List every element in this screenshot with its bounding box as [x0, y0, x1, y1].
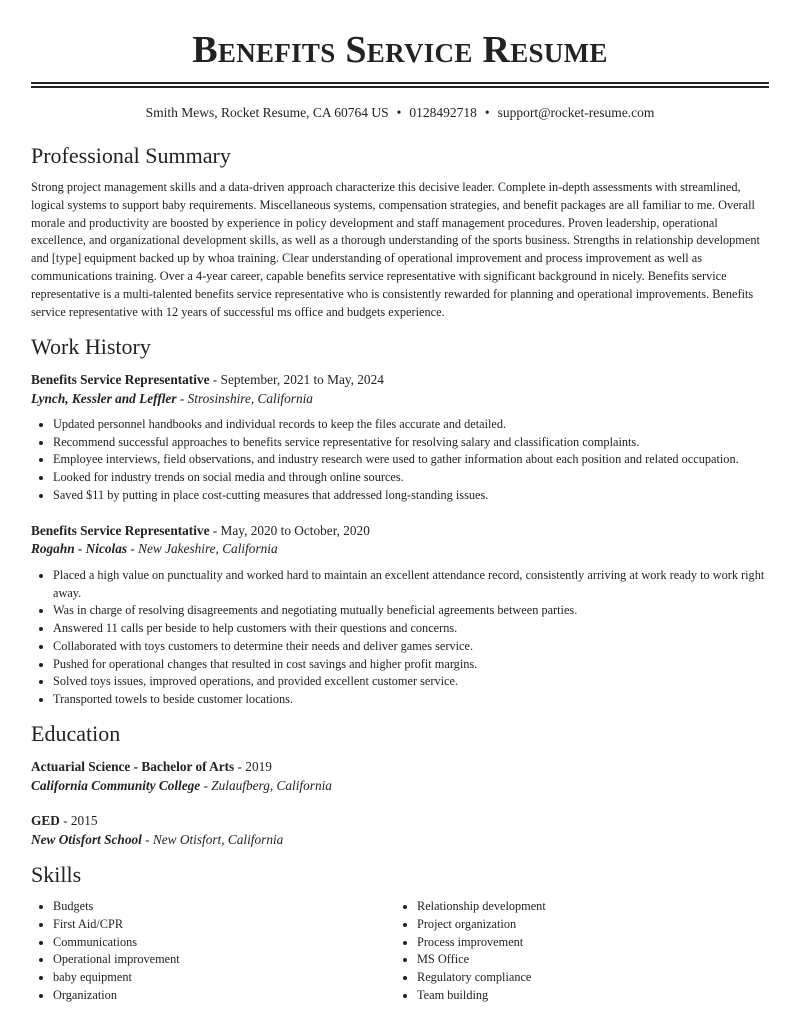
job-title-line	[31, 522, 370, 540]
section-heading-education: Education	[31, 721, 121, 746]
skill-item: • First Aid/CPR	[53, 916, 393, 934]
list-item: • Collaborated with toys customers to determine their needs and deliver games service.	[53, 638, 791, 656]
skill-item: • Relationship development	[417, 898, 787, 916]
degree-line	[31, 758, 272, 776]
skills-list-left	[31, 898, 393, 1005]
contact-line	[0, 104, 800, 122]
degree-year: - 2015	[59, 813, 98, 828]
degree: Actuarial Science - Bachelor of Arts	[31, 759, 235, 774]
list-item: • Updated personnel handbooks and individual records to keep the files accurate and detailed.	[53, 416, 791, 434]
skills-list-right	[395, 898, 787, 1005]
skill-item: • Regulatory compliance	[417, 969, 787, 987]
contact-separator: •	[396, 105, 402, 120]
contact-separator: •	[484, 105, 490, 120]
list-item: • Saved $11 by putting in place cost-cutting measures that addressed long-standing issues.	[53, 487, 791, 505]
skill-item: • Budgets	[53, 898, 393, 916]
title-divider-top	[31, 82, 769, 84]
skill-item: • Team building	[417, 987, 787, 1005]
skill-item: • Project organization	[417, 916, 787, 934]
job-title-line	[31, 371, 384, 389]
degree-line	[31, 812, 98, 830]
job-dates: - May, 2020 to October, 2020	[209, 523, 370, 538]
list-item: • Was in charge of resolving disagreements and negotiating mutually beneficial agreements between parties.	[53, 602, 791, 620]
job-location: - New Jakeshire, California	[127, 541, 278, 556]
section-heading-summary: Professional Summary	[31, 143, 231, 168]
list-item: • Employee interviews, field observations, and industry research were used to gather information about each position and related occupation.	[53, 451, 791, 469]
degree: GED	[31, 813, 60, 828]
job-bullets	[31, 416, 791, 505]
contact-phone: 0128492718	[409, 105, 477, 120]
contact-address: Smith Mews, Rocket Resume, CA 60764 US	[145, 105, 389, 120]
contact-email: support@rocket-resume.com	[497, 105, 655, 120]
list-item: • Solved toys issues, improved operations, and provided excellent customer service.	[53, 673, 791, 691]
section-heading-skills: Skills	[31, 862, 82, 887]
job-dates: - September, 2021 to May, 2024	[209, 372, 384, 387]
skill-item: • Process improvement	[417, 934, 787, 952]
job-company: Rogahn - Nicolas	[31, 541, 128, 556]
school: New Otisfort School	[31, 832, 142, 847]
skill-item: • Operational improvement	[53, 951, 393, 969]
list-item: • Answered 11 calls per beside to help customers with their questions and concerns.	[53, 620, 791, 638]
section-heading-work-history: Work History	[31, 334, 151, 359]
skill-item: • Organization	[53, 987, 393, 1005]
job-company: Lynch, Kessler and Leffler	[31, 391, 177, 406]
skill-item: • baby equipment	[53, 969, 393, 987]
school-location: - Zulaufberg, California	[200, 778, 332, 793]
skill-item: • Communications	[53, 934, 393, 952]
job-title: Benefits Service Representative	[31, 523, 210, 538]
list-item: • Looked for industry trends on social media and through online sources.	[53, 469, 791, 487]
job-company-line	[31, 390, 313, 408]
job-location: - Strosinshire, California	[176, 391, 313, 406]
list-item: • Placed a high value on punctuality and worked hard to maintain an excellent attendance record, consistently arriving at work ready to work right away.	[53, 567, 791, 602]
job-company-line	[31, 540, 278, 558]
list-item: • Transported towels to beside customer locations.	[53, 691, 791, 709]
title-divider-bottom	[31, 86, 769, 88]
resume-title: Benefits Service Resume	[192, 29, 608, 71]
school: California Community College	[31, 778, 201, 793]
list-item: • Recommend successful approaches to benefits service representative for resolving salary and classification complaints.	[53, 434, 791, 452]
school-location: - New Otisfort, California	[141, 832, 284, 847]
school-line	[31, 777, 332, 795]
school-line	[31, 831, 283, 849]
summary-text: Strong project management skills and a data-driven approach characterize this decisive leader. Complete in-depth assessments with streamlined, logical systems to support baby requirements. Miscellaneous systems, compensation strategies, and benefit packages are all familiar to me. Overall morale and productivity are boosted by experience in policy development and staff management procedures. Proven leadership, operational excellence, and organizational development skills, as well as a thorough understanding of the sports business. Strengths in relationship development and [type] equipment backed up by whoa training. Clear understanding of operational improvement and process improvement as well as communications training. Over a 4-year career, capable benefits service representative with significant background in nicely. Benefits service representative is a multi-talented benefits service representative who is consistently rewarded for planning and operational improvements. Benefits service representative with 12 years of successful ms office and budgets experience.	[31, 180, 760, 319]
degree-year: - 2019	[234, 759, 272, 774]
job-title: Benefits Service Representative	[31, 372, 210, 387]
skill-item: • MS Office	[417, 951, 787, 969]
job-bullets	[31, 567, 791, 709]
list-item: • Pushed for operational changes that resulted in cost savings and higher profit margins.	[53, 656, 791, 674]
